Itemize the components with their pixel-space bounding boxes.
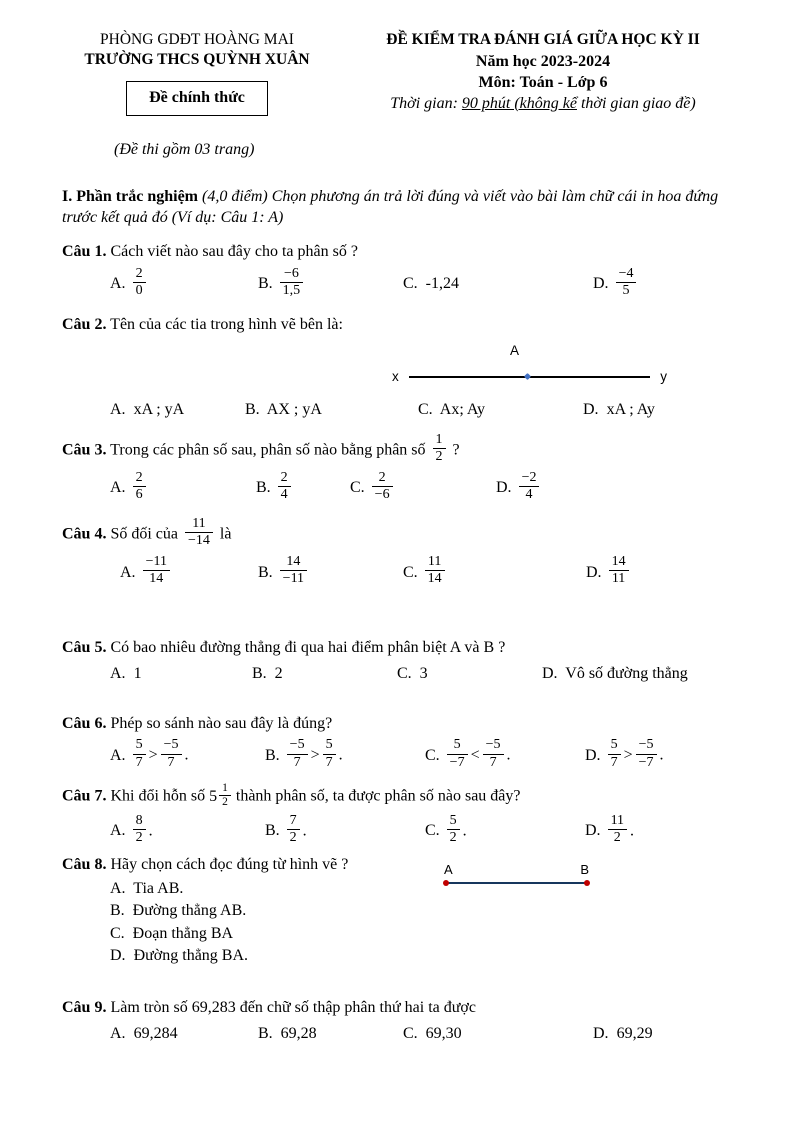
fraction-denominator: 2	[447, 829, 460, 846]
fraction-numerator: 1	[435, 431, 443, 447]
text-run: .	[462, 822, 467, 840]
fraction-denominator: 2	[433, 448, 446, 465]
header-right	[332, 30, 744, 116]
document-header	[62, 30, 744, 116]
fraction-numerator: −6	[283, 266, 299, 282]
text-run: Số đối của	[106, 525, 182, 543]
fraction	[278, 470, 291, 503]
fraction	[447, 737, 468, 770]
option	[350, 469, 496, 505]
fraction-denominator: 7	[608, 754, 621, 771]
options	[62, 469, 744, 505]
fraction	[133, 737, 146, 770]
option	[245, 400, 418, 421]
ray-line	[409, 376, 651, 378]
fraction-numerator: 5	[453, 737, 461, 753]
fraction-denominator: 7	[483, 754, 504, 771]
text-run: là	[215, 525, 232, 543]
time-prefix: Thời gian:	[390, 94, 462, 112]
option-label: A.	[110, 275, 126, 293]
option	[110, 815, 265, 848]
option-label: A.	[110, 879, 126, 897]
text-run: -1,24	[421, 275, 459, 293]
question	[62, 431, 744, 505]
option-label: A.	[110, 400, 126, 418]
fraction	[636, 737, 657, 770]
fraction-numerator: 2	[378, 469, 386, 485]
fraction-numerator: 1	[222, 781, 228, 794]
option	[425, 739, 585, 772]
fraction-denominator: 5	[616, 282, 637, 299]
fraction-denominator: 7	[287, 754, 308, 771]
fraction	[483, 737, 504, 770]
exam-title: ĐỀ KIỂM TRA ĐÁNH GIÁ GIỮA HỌC KỲ II	[386, 31, 700, 48]
fraction-numerator: 7	[289, 813, 297, 829]
option-label: B.	[258, 563, 273, 581]
fraction	[133, 813, 146, 846]
option	[110, 268, 258, 301]
text-run: ?	[448, 441, 460, 458]
text-run: Phép so sánh nào sau đây là đúng?	[106, 714, 333, 732]
option	[258, 1024, 403, 1045]
question-text	[62, 783, 744, 810]
fraction-denominator: 14	[425, 570, 445, 587]
question-label: Câu 8.	[62, 856, 107, 874]
question-label: Câu 6.	[62, 714, 107, 732]
option	[110, 945, 744, 967]
option	[110, 900, 744, 922]
mixed-number	[209, 783, 232, 810]
text-run: Cách viết nào sau đây cho ta phân số ?	[106, 243, 358, 261]
time-underlined: 90 phút (không kể	[461, 94, 577, 112]
fraction	[609, 554, 629, 587]
fraction	[447, 813, 460, 846]
ray-line-row	[392, 368, 667, 386]
fraction-denominator: −6	[372, 486, 393, 503]
option-label: A.	[110, 746, 126, 764]
time-line	[342, 94, 744, 115]
school-name: TRƯỜNG THCS QUỲNH XUÂN	[84, 51, 310, 69]
option-label: B.	[258, 275, 273, 293]
text-run: 69,29	[612, 1025, 653, 1043]
fraction-denominator: 1,5	[280, 282, 304, 299]
fraction	[133, 266, 146, 299]
option-label: D.	[110, 947, 126, 965]
option	[265, 739, 425, 772]
option-label: A.	[110, 479, 126, 497]
option	[585, 815, 744, 848]
text-run: .	[659, 746, 664, 764]
text-run: 69,28	[276, 1025, 317, 1043]
fraction-denominator: 7	[323, 754, 336, 771]
text-run: Đoạn thẳng BA	[128, 924, 234, 942]
option-label: C.	[425, 822, 440, 840]
option-label: B.	[245, 400, 260, 418]
option-label: C.	[403, 275, 418, 293]
option	[110, 664, 252, 685]
option	[585, 739, 744, 772]
text-run: 69,284	[129, 1025, 178, 1043]
option	[397, 664, 542, 685]
options	[62, 1024, 744, 1045]
question-text	[62, 997, 744, 1019]
option	[110, 739, 265, 772]
fraction-denominator: −11	[280, 570, 307, 587]
fraction-numerator: −11	[145, 554, 167, 570]
option-label: A.	[110, 1025, 126, 1043]
option	[110, 878, 744, 900]
option	[252, 664, 397, 685]
ray-figure	[392, 342, 667, 386]
header-left	[62, 30, 332, 116]
segment-right-label: B	[580, 862, 589, 878]
option-label: A.	[110, 822, 126, 840]
fraction-denominator: 0	[133, 282, 146, 299]
question-text	[62, 713, 744, 735]
fraction	[608, 737, 621, 770]
section-instructions: (4,0 điểm) Chọn phương án trả lời đúng và viết vào bài làm chữ cái in hoa đứng trước kết quả đó (Ví dụ: Câu 1: A)	[62, 187, 719, 226]
options	[62, 878, 744, 968]
fraction-numerator: 11	[610, 813, 625, 829]
text-run: Vô số đường thẳng	[561, 665, 688, 683]
ray-right-label: y	[660, 369, 667, 385]
fraction	[185, 516, 213, 549]
option-label: B.	[110, 902, 125, 920]
option-label: A.	[120, 563, 136, 581]
fraction-numerator: 5	[325, 737, 333, 753]
option-label: C.	[403, 1025, 418, 1043]
option-label: B.	[265, 822, 280, 840]
fraction-numerator: 2	[280, 469, 288, 485]
option	[496, 469, 744, 505]
segment-figure	[444, 862, 589, 884]
question-label: Câu 1.	[62, 243, 107, 261]
fraction	[519, 470, 540, 503]
question	[62, 241, 744, 301]
text-run: .	[302, 822, 307, 840]
option	[586, 556, 744, 589]
option-label: B.	[252, 665, 267, 683]
fraction	[287, 813, 300, 846]
fraction-numerator: 5	[449, 813, 457, 829]
text-run: xA ; Ay	[602, 400, 655, 418]
text-run: Ax; Ay	[436, 400, 485, 418]
option	[403, 556, 586, 589]
text-run: 69,30	[421, 1025, 462, 1043]
option-label: B.	[265, 746, 280, 764]
segment-labels	[444, 862, 589, 882]
options	[62, 268, 744, 301]
section-title: I. Phần trắc nghiệm	[62, 187, 198, 205]
option-label: D.	[593, 1025, 609, 1043]
option-label: C.	[397, 665, 412, 683]
question-label: Câu 3.	[62, 441, 107, 458]
segment-line	[444, 882, 589, 884]
fraction-denominator: 11	[609, 570, 629, 587]
options	[62, 556, 744, 589]
option	[110, 400, 245, 421]
fraction	[219, 782, 231, 809]
mixed-whole: 5	[209, 787, 218, 805]
question-label: Câu 2.	[62, 316, 107, 334]
question-label: Câu 7.	[62, 787, 107, 805]
fraction-denominator: 2	[287, 829, 300, 846]
fraction-denominator: 4	[278, 486, 291, 503]
option-label: D.	[593, 275, 609, 293]
fraction-denominator: −7	[636, 754, 657, 771]
fraction	[280, 554, 307, 587]
option-label: D.	[542, 665, 558, 683]
fraction-numerator: 8	[135, 813, 143, 829]
fraction	[287, 737, 308, 770]
fraction-numerator: −5	[289, 737, 305, 753]
option-label: B.	[256, 479, 271, 497]
option	[256, 469, 350, 505]
option	[425, 815, 585, 848]
fraction	[143, 554, 170, 587]
text-run: .	[148, 822, 153, 840]
option	[593, 1024, 744, 1045]
option	[258, 268, 403, 301]
question-text	[62, 854, 744, 876]
text-run: Trong các phân số sau, phân số nào bằng phân số	[106, 441, 430, 458]
fraction-numerator: 2	[135, 469, 143, 485]
option-label: D.	[585, 746, 601, 764]
text-run: Tia AB.	[129, 879, 184, 897]
options	[62, 664, 744, 685]
official-exam-box: Đề chính thức	[126, 81, 268, 116]
fraction-denominator: 2	[608, 829, 627, 846]
fraction-denominator: 4	[519, 486, 540, 503]
option	[110, 469, 256, 505]
text-run: .	[506, 746, 511, 764]
text-run: >	[623, 746, 633, 764]
fraction	[372, 470, 393, 503]
text-run: 3	[415, 665, 428, 683]
text-run: thành phân số, ta được phân số nào sau đây?	[231, 787, 521, 805]
fraction-denominator: −7	[447, 754, 468, 771]
question	[62, 518, 744, 589]
question-label: Câu 5.	[62, 639, 107, 657]
option	[110, 923, 744, 945]
fraction	[323, 737, 336, 770]
option	[110, 1024, 258, 1045]
fraction-numerator: 11	[427, 554, 442, 570]
options	[62, 400, 744, 421]
fraction-denominator: 14	[143, 570, 170, 587]
text-run: <	[470, 746, 480, 764]
text-run: Đường thẳng BA.	[129, 947, 249, 965]
question-text	[62, 241, 744, 263]
fraction-denominator: −14	[185, 532, 213, 549]
text-run: Đường thẳng AB.	[128, 902, 247, 920]
option-label: C.	[110, 924, 125, 942]
ray-point-dot	[524, 373, 531, 380]
fraction	[608, 813, 627, 846]
question	[62, 997, 744, 1044]
question-text	[62, 637, 744, 659]
fraction-numerator: 2	[135, 266, 143, 282]
text-run: Có bao nhiêu đường thẳng đi qua hai điểm phân biệt A và B ?	[106, 639, 506, 657]
fraction-numerator: 14	[286, 554, 301, 570]
fraction-denominator: 2	[219, 795, 231, 809]
fraction-numerator: 5	[610, 737, 618, 753]
fraction	[280, 266, 304, 299]
fraction-numerator: −5	[638, 737, 654, 753]
option-label: D.	[586, 563, 602, 581]
questions	[62, 241, 744, 1044]
question-text	[62, 518, 744, 551]
options	[62, 739, 744, 772]
option	[258, 556, 403, 589]
option-label: C.	[418, 400, 433, 418]
text-run: Hãy chọn cách đọc đúng từ hình vẽ ?	[106, 856, 349, 874]
subject-line: Môn: Toán - Lớp 6	[478, 73, 608, 91]
school-year: Năm học 2023-2024	[475, 53, 611, 71]
question-label: Câu 9.	[62, 999, 107, 1017]
options	[62, 815, 744, 848]
fraction	[616, 266, 637, 299]
option-label: B.	[258, 1025, 273, 1043]
department-name: PHÒNG GDĐT HOÀNG MAI	[100, 31, 294, 48]
fraction-numerator: −2	[521, 469, 537, 485]
option	[265, 815, 425, 848]
question	[62, 314, 744, 420]
option	[583, 400, 744, 421]
option-label: C.	[350, 479, 365, 497]
text-run: .	[630, 822, 635, 840]
option	[403, 274, 593, 295]
fraction-numerator: 14	[611, 554, 626, 570]
option-label: C.	[403, 563, 418, 581]
option-label: D.	[496, 479, 512, 497]
question-text	[62, 431, 744, 467]
fraction-numerator: 5	[135, 737, 143, 753]
fraction-denominator: 7	[161, 754, 182, 771]
text-run: Tên của các tia trong hình vẽ bên là:	[106, 316, 343, 334]
text-run: 2	[270, 665, 283, 683]
fraction	[161, 737, 182, 770]
fraction	[133, 470, 146, 503]
question-text	[62, 314, 744, 336]
ray-point-label: A	[510, 342, 520, 358]
fraction-numerator: −5	[163, 737, 179, 753]
question	[62, 854, 744, 967]
text-run: 1	[129, 665, 142, 683]
question	[62, 637, 744, 684]
fraction-denominator: 7	[133, 754, 146, 771]
option-label: D.	[583, 400, 599, 418]
pages-note: (Đề thi gồm 03 trang)	[114, 141, 255, 159]
section-heading	[62, 187, 744, 229]
option-label: A.	[110, 665, 126, 683]
question	[62, 783, 744, 849]
option	[418, 400, 583, 421]
fraction-denominator: 6	[133, 486, 146, 503]
fraction	[425, 554, 445, 587]
time-suffix: thời gian giao đề)	[576, 94, 696, 112]
option-label: D.	[585, 822, 601, 840]
text-run: >	[310, 746, 320, 764]
segment-left-label: A	[444, 862, 453, 878]
text-run: Làm tròn số 69,283 đến chữ số thập phân thứ hai ta được	[106, 999, 476, 1017]
fraction-numerator: −5	[485, 737, 501, 753]
option	[403, 1024, 593, 1045]
option	[120, 556, 258, 589]
ray-left-label: x	[392, 369, 399, 385]
text-run: AX ; yA	[263, 400, 322, 418]
fraction-denominator: 2	[133, 829, 146, 846]
text-run: .	[184, 746, 189, 764]
fraction-numerator: −4	[618, 266, 634, 282]
text-run: xA ; yA	[129, 400, 185, 418]
fraction-numerator: 11	[192, 516, 206, 532]
question	[62, 713, 744, 773]
option	[542, 664, 744, 685]
option	[593, 268, 744, 301]
option-label: C.	[425, 746, 440, 764]
fraction	[433, 432, 446, 465]
text-run: Khi đổi hỗn số	[106, 787, 210, 805]
question-label: Câu 4.	[62, 525, 107, 543]
text-run: >	[148, 746, 158, 764]
text-run: .	[338, 746, 343, 764]
